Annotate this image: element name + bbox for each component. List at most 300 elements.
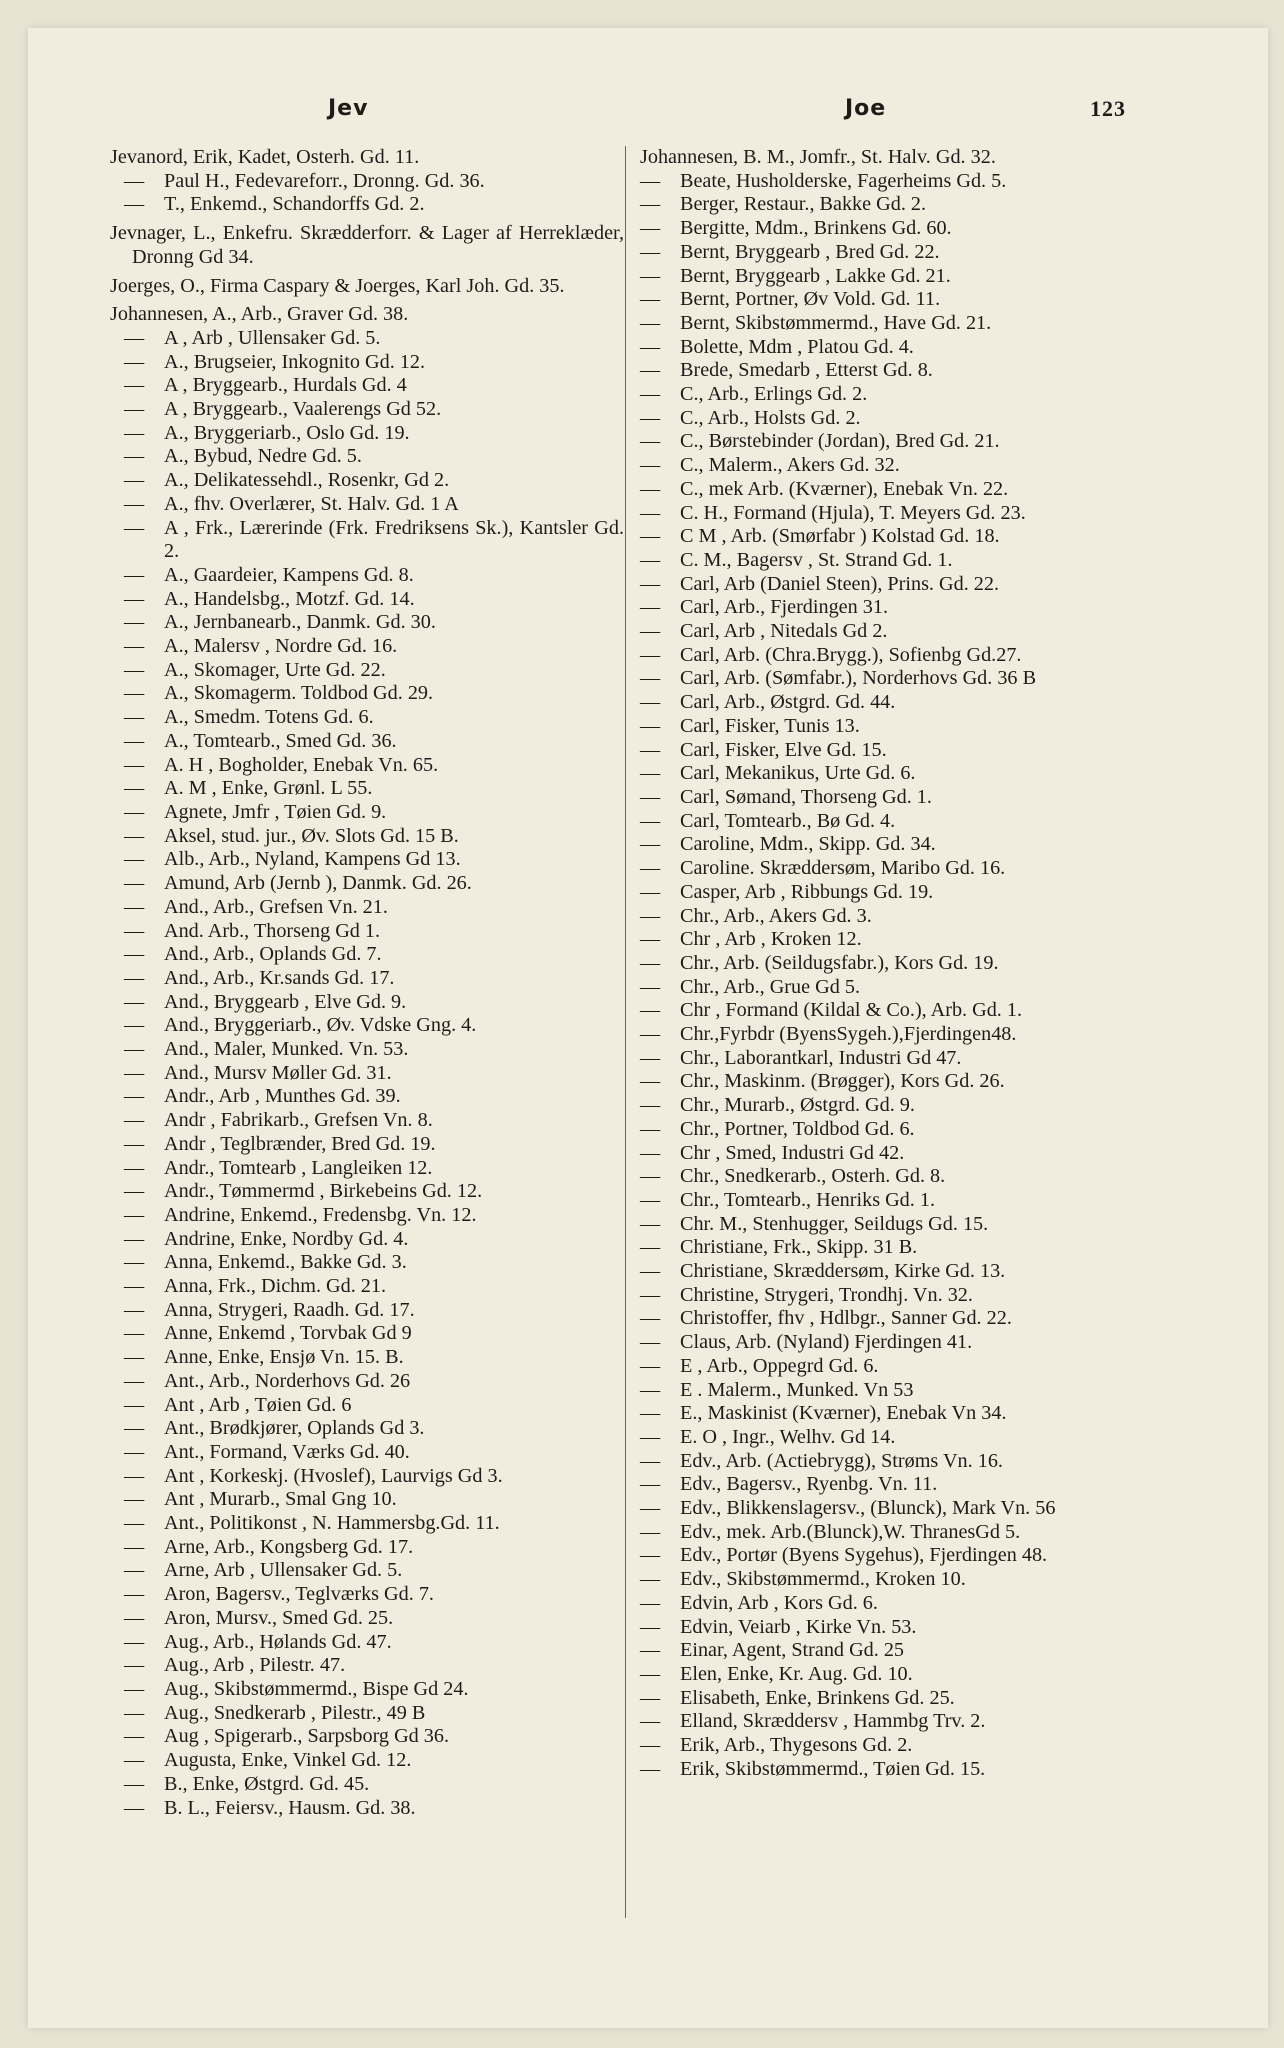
ditto-dash: — <box>124 587 145 610</box>
directory-entry <box>640 312 1140 336</box>
ditto-dash: — <box>124 658 145 681</box>
directory-entry <box>640 288 1140 312</box>
directory-entry <box>640 881 1140 905</box>
directory-entry <box>640 715 1140 739</box>
entry-text: Carl, Arb , Nitedals Gd 2. <box>680 620 888 643</box>
directory-entry <box>110 517 624 564</box>
entry-text: Aug., Arb , Pilestr. 47. <box>164 1654 346 1677</box>
entry-text: Chr., Tomtearb., Henriks Gd. 1. <box>680 1188 936 1211</box>
ditto-dash: — <box>640 1165 661 1188</box>
directory-entry <box>640 1070 1140 1094</box>
ditto-dash: — <box>124 1417 145 1440</box>
ditto-dash: — <box>640 359 661 382</box>
ditto-dash: — <box>124 374 145 397</box>
ditto-dash: — <box>124 193 145 216</box>
entry-text: A., Malersv , Nordre Gd. 16. <box>164 635 398 658</box>
ditto-dash: — <box>640 738 661 761</box>
directory-entry <box>110 777 624 801</box>
ditto-dash: — <box>124 326 145 349</box>
ditto-dash: — <box>124 777 145 800</box>
directory-entry <box>110 1275 624 1299</box>
entry-text: And., Maler, Munked. Vn. 53. <box>164 1038 409 1061</box>
directory-entry <box>110 1180 624 1204</box>
directory-entry <box>110 754 624 778</box>
ditto-dash: — <box>640 335 661 358</box>
ditto-dash: — <box>640 857 661 880</box>
ditto-dash: — <box>124 516 145 539</box>
directory-entry <box>640 1047 1140 1071</box>
ditto-dash: — <box>124 753 145 776</box>
entry-text: Erik, Skibstømmermd., Tøien Gd. 15. <box>680 1757 986 1780</box>
directory-entry <box>640 1094 1140 1118</box>
entry-text: Chr , Arb , Kroken 12. <box>680 928 862 951</box>
directory-entry <box>110 611 624 635</box>
ditto-dash: — <box>640 1188 661 1211</box>
entry-text: Edv., Arb. (Actiebrygg), Strøms Vn. 16. <box>680 1449 1003 1472</box>
entry-text: Chr., Maskinm. (Brøgger), Kors Gd. 26. <box>680 1070 1005 1093</box>
ditto-dash: — <box>124 1512 145 1535</box>
ditto-dash: — <box>640 1141 661 1164</box>
ditto-dash: — <box>124 800 145 823</box>
entry-text: Andr., Tømmermd , Birkebeins Gd. 12. <box>164 1180 483 1203</box>
directory-entry <box>110 146 624 170</box>
ditto-dash: — <box>124 1203 145 1226</box>
entry-text: Chr. M., Stenhugger, Seildugs Gd. 15. <box>680 1212 989 1235</box>
entry-text: A., Handelsbg., Motzf. Gd. 14. <box>164 587 415 610</box>
directory-entry <box>640 1473 1140 1497</box>
entry-text: Chr., Snedkerarb., Osterh. Gd. 8. <box>680 1165 946 1188</box>
directory-entry <box>110 1559 624 1583</box>
ditto-dash: — <box>640 951 661 974</box>
directory-entry <box>110 275 624 299</box>
directory-entry <box>640 833 1140 857</box>
ditto-dash: — <box>640 1568 661 1591</box>
directory-entry <box>640 1402 1140 1426</box>
ditto-dash: — <box>640 525 661 548</box>
entry-text: Carl, Fisker, Tunis 13. <box>680 714 860 737</box>
entry-text: C., mek Arb. (Kværner), Enebak Vn. 22. <box>680 477 1009 500</box>
entry-text: Elisabeth, Enke, Brinkens Gd. 25. <box>680 1686 955 1709</box>
ditto-dash: — <box>640 501 661 524</box>
entry-text: A., Gaardeier, Kampens Gd. 8. <box>164 563 414 586</box>
directory-entry <box>110 1488 624 1512</box>
directory-entry <box>640 241 1140 265</box>
entry-text: Anna, Enkemd., Bakke Gd. 3. <box>164 1251 407 1274</box>
directory-entry <box>640 146 1140 170</box>
directory-entry <box>110 1394 624 1418</box>
entry-text: Chr., Arb. (Seildugsfabr.), Kors Gd. 19. <box>680 951 999 974</box>
ditto-dash: — <box>640 643 661 666</box>
directory-entry <box>640 1165 1140 1189</box>
entry-text: Chr., Arb., Akers Gd. 3. <box>680 904 872 927</box>
entry-text: C M , Arb. (Smørfabr ) Kolstad Gd. 18. <box>680 525 1000 548</box>
entry-text: A., Skomagerm. Toldbod Gd. 29. <box>164 682 434 705</box>
entry-text: Edv., Bagersv., Ryenbg. Vn. 11. <box>680 1473 938 1496</box>
entry-text: Claus, Arb. (Nyland) Fjerdingen 41. <box>680 1331 973 1354</box>
entry-text: A., Tomtearb., Smed Gd. 36. <box>164 729 397 752</box>
ditto-dash: — <box>640 1260 661 1283</box>
entry-text: C. H., Formand (Hjula), T. Meyers Gd. 23. <box>680 501 1026 524</box>
entry-text: Carl, Arb., Fjerdingen 31. <box>680 596 889 619</box>
directory-entry <box>640 1450 1140 1474</box>
entry-text: And. Arb., Thorseng Gd 1. <box>164 919 381 942</box>
ditto-dash: — <box>124 1464 145 1487</box>
entry-text: C., Arb., Erlings Gd. 2. <box>680 383 868 406</box>
directory-entry <box>640 1331 1140 1355</box>
ditto-dash: — <box>124 1630 145 1653</box>
ditto-dash: — <box>640 880 661 903</box>
entry-text: Bernt, Bryggearb , Bred Gd. 22. <box>680 240 940 263</box>
directory-entry <box>110 682 624 706</box>
entry-text: Aksel, stud. jur., Øv. Slots Gd. 15 B. <box>164 824 459 847</box>
ditto-dash: — <box>124 1559 145 1582</box>
ditto-dash: — <box>640 169 661 192</box>
entry-text: C., Malerm., Akers Gd. 32. <box>680 454 900 477</box>
ditto-dash: — <box>640 1425 661 1448</box>
entry-text: Aug , Spigerarb., Sarpsborg Gd 36. <box>164 1725 450 1748</box>
ditto-dash: — <box>640 596 661 619</box>
ditto-dash: — <box>640 288 661 311</box>
ditto-dash: — <box>124 1132 145 1155</box>
ditto-dash: — <box>124 1654 145 1677</box>
directory-entry <box>640 999 1140 1023</box>
entry-text: A., Delikatessehdl., Rosenkr, Gd 2. <box>164 469 450 492</box>
ditto-dash: — <box>124 635 145 658</box>
ditto-dash: — <box>124 1322 145 1345</box>
ditto-dash: — <box>640 1710 661 1733</box>
entry-text: B. L., Feiersv., Hausm. Gd. 38. <box>164 1796 416 1819</box>
entry-text: Johannesen, A., Arb., Graver Gd. 38. <box>110 303 409 326</box>
directory-entry <box>110 1251 624 1275</box>
page-number: 123 <box>1090 96 1126 121</box>
directory-entry <box>640 359 1140 383</box>
entry-text: Alb., Arb., Nyland, Kampens Gd 13. <box>164 848 461 871</box>
directory-entry <box>640 1734 1140 1758</box>
ditto-dash: — <box>124 563 145 586</box>
ditto-dash: — <box>124 1156 145 1179</box>
directory-entry <box>640 1758 1140 1782</box>
entry-text: Paul H., Fedevareforr., Dronng. Gd. 36. <box>164 169 485 192</box>
entry-text: Carl, Arb. (Sømfabr.), Norderhovs Gd. 36 B <box>680 667 1037 690</box>
entry-text: Edv., mek. Arb.(Blunck),W. ThranesGd 5. <box>680 1520 1021 1543</box>
entry-text: Carl, Fisker, Elve Gd. 15. <box>680 738 887 761</box>
entry-text: And., Mursv Møller Gd. 31. <box>164 1061 392 1084</box>
directory-entry <box>110 659 624 683</box>
entry-text: Amund, Arb (Jernb ), Danmk. Gd. 26. <box>164 872 472 895</box>
directory-entry <box>110 1702 624 1726</box>
directory-entry <box>640 1355 1140 1379</box>
entry-text: A , Bryggearb., Vaalerengs Gd 52. <box>164 398 442 421</box>
running-head-left: Jev <box>328 96 369 121</box>
entry-text: And., Bryggearb , Elve Gd. 9. <box>164 990 407 1013</box>
entry-text: A., Skomager, Urte Gd. 22. <box>164 658 386 681</box>
entry-text: C. M., Bagersv , St. Strand Gd. 1. <box>680 548 953 571</box>
ditto-dash: — <box>640 1046 661 1069</box>
directory-entry <box>110 1014 624 1038</box>
entry-text: Carl, Sømand, Thorseng Gd. 1. <box>680 785 932 808</box>
ditto-dash: — <box>124 1038 145 1061</box>
ditto-dash: — <box>640 667 661 690</box>
ditto-dash: — <box>640 928 661 951</box>
directory-entry <box>640 667 1140 691</box>
entry-text: Chr.,Fyrbdr (ByensSygeh.),Fjerdingen48. <box>680 1023 1017 1046</box>
directory-entry <box>640 786 1140 810</box>
directory-entry <box>110 967 624 991</box>
directory-entry <box>110 872 624 896</box>
directory-entry <box>110 1536 624 1560</box>
directory-entry <box>110 1583 624 1607</box>
directory-entry <box>110 1654 624 1678</box>
directory-entry <box>110 1109 624 1133</box>
ditto-dash: — <box>124 895 145 918</box>
directory-entry <box>640 1663 1140 1687</box>
ditto-dash: — <box>640 1544 661 1567</box>
directory-entry <box>110 896 624 920</box>
directory-entry <box>110 170 624 194</box>
entry-text: Christoffer, fhv , Hdlbgr., Sanner Gd. 22. <box>680 1307 1012 1330</box>
entry-text: Aug., Skibstømmermd., Bispe Gd 24. <box>164 1678 469 1700</box>
directory-entry <box>110 825 624 849</box>
directory-entry <box>640 1497 1140 1521</box>
directory-entry <box>640 1426 1140 1450</box>
directory-entry <box>110 1346 624 1370</box>
ditto-dash: — <box>124 682 145 705</box>
directory-entry <box>640 1710 1140 1734</box>
ditto-dash: — <box>640 430 661 453</box>
directory-entry <box>640 217 1140 241</box>
ditto-dash: — <box>640 311 661 334</box>
directory-entry <box>640 383 1140 407</box>
ditto-dash: — <box>640 406 661 429</box>
directory-entry <box>640 430 1140 454</box>
directory-entry <box>640 502 1140 526</box>
ditto-dash: — <box>640 1283 661 1306</box>
entry-text: A. H , Bogholder, Enebak Vn. 65. <box>164 753 439 776</box>
ditto-dash: — <box>124 1796 145 1819</box>
ditto-dash: — <box>640 833 661 856</box>
entry-text: And., Arb., Grefsen Vn. 21. <box>164 895 388 918</box>
ditto-dash: — <box>640 1615 661 1638</box>
entry-text: Bernt, Bryggearb , Lakke Gd. 21. <box>680 264 951 287</box>
ditto-dash: — <box>124 1701 145 1724</box>
entry-text: Ant , Arb , Tøien Gd. 6 <box>164 1393 352 1416</box>
entry-text: E . Malerm., Munked. Vn 53 <box>680 1378 914 1401</box>
ditto-dash: — <box>640 1236 661 1259</box>
directory-entry <box>640 407 1140 431</box>
ditto-dash: — <box>640 1402 661 1425</box>
ditto-dash: — <box>124 872 145 895</box>
ditto-dash: — <box>640 217 661 240</box>
entry-text: E. O , Ingr., Welhv. Gd 14. <box>680 1425 896 1448</box>
entry-text: Andrine, Enke, Nordby Gd. 4. <box>164 1227 409 1250</box>
entry-text: Edv., Skibstømmermd., Kroken 10. <box>680 1568 966 1591</box>
directory-entry <box>110 222 624 269</box>
entry-text: Andr., Arb , Munthes Gd. 39. <box>164 1085 401 1108</box>
directory-entry <box>110 1631 624 1655</box>
directory-entry <box>110 1062 624 1086</box>
directory-entry <box>110 351 624 375</box>
directory-entry <box>640 739 1140 763</box>
ditto-dash: — <box>124 1535 145 1558</box>
directory-entry <box>640 1568 1140 1592</box>
directory-entry <box>110 635 624 659</box>
directory-entry <box>110 398 624 422</box>
directory-entry <box>110 1417 624 1441</box>
entry-text: Andr , Fabrikarb., Grefsen Vn. 8. <box>164 1109 433 1132</box>
entry-text: Christiane, Skræddersøm, Kirke Gd. 13. <box>680 1260 1006 1283</box>
entry-text: Christiane, Frk., Skipp. 31 B. <box>680 1236 918 1259</box>
directory-entry <box>110 706 624 730</box>
ditto-dash: — <box>640 1331 661 1354</box>
ditto-dash: — <box>124 1725 145 1748</box>
ditto-dash: — <box>640 691 661 714</box>
entry-text: Arne, Arb , Ullensaker Gd. 5. <box>164 1559 403 1582</box>
entry-text: A., Smedm. Totens Gd. 6. <box>164 706 374 729</box>
ditto-dash: — <box>124 1061 145 1084</box>
ditto-dash: — <box>640 193 661 216</box>
directory-entry <box>110 1607 624 1631</box>
entry-text: Einar, Agent, Strand Gd. 25 <box>680 1639 905 1662</box>
ditto-dash: — <box>124 1678 145 1700</box>
entry-text: Chr., Arb., Grue Gd 5. <box>680 975 860 998</box>
entry-text: Chr , Formand (Kildal & Co.), Arb. Gd. 1. <box>680 999 1023 1022</box>
ditto-dash: — <box>640 548 661 571</box>
entry-text: Anne, Enkemd , Torvbak Gd 9 <box>164 1322 412 1345</box>
entry-text: B., Enke, Østgrd. Gd. 45. <box>164 1772 370 1795</box>
directory-entry <box>640 1544 1140 1568</box>
directory-entry <box>110 1228 624 1252</box>
entry-text: Chr , Smed, Industri Gd 42. <box>680 1141 905 1164</box>
ditto-dash: — <box>124 1583 145 1606</box>
directory-entry <box>110 1204 624 1228</box>
entry-text: Ant., Brødkjører, Oplands Gd 3. <box>164 1417 425 1440</box>
left-column <box>110 146 624 1820</box>
directory-entry <box>110 303 624 327</box>
ditto-dash: — <box>124 1085 145 1108</box>
entry-text: E., Maskinist (Kværner), Enebak Vn 34. <box>680 1402 1007 1425</box>
directory-entry <box>110 943 624 967</box>
directory-entry <box>110 1038 624 1062</box>
ditto-dash: — <box>124 1393 145 1416</box>
directory-entry <box>640 170 1140 194</box>
entry-text: Chr., Laborantkarl, Industri Gd 47. <box>680 1046 962 1069</box>
ditto-dash: — <box>640 1497 661 1520</box>
entry-text: Edv., Blikkenslagersv., (Blunck), Mark Vn. 56 <box>680 1497 1056 1520</box>
ditto-dash: — <box>124 966 145 989</box>
entry-text: A., Brugseier, Inkognito Gd. 12. <box>164 350 426 373</box>
ditto-dash: — <box>640 1070 661 1093</box>
directory-entry <box>640 1639 1140 1663</box>
entry-text: Andrine, Enkemd., Fredensbg. Vn. 12. <box>164 1203 477 1226</box>
directory-entry <box>110 588 624 612</box>
directory-entry <box>640 1687 1140 1711</box>
directory-entry <box>110 1322 624 1346</box>
entry-text: Aron, Mursv., Smed Gd. 25. <box>164 1606 394 1629</box>
entry-text: Erik, Arb., Thygesons Gd. 2. <box>680 1734 913 1757</box>
ditto-dash: — <box>124 706 145 729</box>
entry-text: Jevanord, Erik, Kadet, Osterh. Gd. 11. <box>110 146 420 168</box>
entry-text: Ant., Formand, Værks Gd. 40. <box>164 1440 410 1463</box>
ditto-dash: — <box>124 1749 145 1772</box>
entry-text: A., Bryggeriarb., Oslo Gd. 19. <box>164 421 410 444</box>
ditto-dash: — <box>124 1109 145 1132</box>
ditto-dash: — <box>640 1686 661 1709</box>
ditto-dash: — <box>124 1346 145 1369</box>
ditto-dash: — <box>640 1591 661 1614</box>
entry-text: Johannesen, B. M., Jomfr., St. Halv. Gd. 32. <box>640 146 996 168</box>
ditto-dash: — <box>124 1251 145 1274</box>
ditto-dash: — <box>640 1520 661 1543</box>
directory-entry <box>110 445 624 469</box>
directory-entry <box>110 193 624 217</box>
entry-text: A. M , Enke, Grønl. L 55. <box>164 777 373 800</box>
ditto-dash: — <box>640 975 661 998</box>
directory-entry <box>110 1773 624 1797</box>
ditto-dash: — <box>640 714 661 737</box>
entry-text: Elland, Skræddersv , Hammbg Trv. 2. <box>680 1710 986 1733</box>
directory-entry <box>640 1236 1140 1260</box>
entry-text: A , Frk., Lærerinde (Frk. Fredriksens Sk.), Kantsler Gd. 2. <box>164 516 624 563</box>
directory-entry <box>110 1749 624 1773</box>
directory-entry <box>640 928 1140 952</box>
entry-text: Jevnager, L., Enkefru. Skrædderforr. & Lager af Herreklæder, Dronng Gd 34. <box>110 222 624 268</box>
entry-text: Joerges, O., Firma Caspary & Joerges, Karl Joh. Gd. 35. <box>110 274 565 297</box>
directory-entry <box>640 525 1140 549</box>
ditto-dash: — <box>640 477 661 500</box>
ditto-dash: — <box>124 492 145 515</box>
running-head-middle: Joe <box>845 96 887 121</box>
directory-entry <box>640 1118 1140 1142</box>
entry-text: Chr., Portner, Toldbod Gd. 6. <box>680 1117 915 1140</box>
directory-entry <box>110 1441 624 1465</box>
entry-text: Chr., Murarb., Østgrd. Gd. 9. <box>680 1094 915 1117</box>
directory-entry <box>110 801 624 825</box>
entry-text: Caroline, Mdm., Skipp. Gd. 34. <box>680 833 936 856</box>
ditto-dash: — <box>124 1014 145 1037</box>
right-column <box>640 146 1140 1782</box>
entry-text: And., Arb., Oplands Gd. 7. <box>164 943 382 966</box>
ditto-dash: — <box>124 919 145 942</box>
ditto-dash: — <box>640 1473 661 1496</box>
directory-entry <box>110 848 624 872</box>
directory-entry <box>640 265 1140 289</box>
directory-entry <box>110 730 624 754</box>
directory-entry <box>640 762 1140 786</box>
entry-text: Carl, Tomtearb., Bø Gd. 4. <box>680 809 896 832</box>
directory-entry <box>640 1307 1140 1331</box>
entry-text: Ant , Korkeskj. (Hvoslef), Laurvigs Gd 3. <box>164 1464 503 1487</box>
entry-text: C., Arb., Holsts Gd. 2. <box>680 406 861 429</box>
entry-text: Elen, Enke, Kr. Aug. Gd. 10. <box>680 1663 913 1685</box>
directory-entry <box>110 1157 624 1181</box>
directory-entry <box>110 493 624 517</box>
ditto-dash: — <box>124 1275 145 1298</box>
directory-entry <box>640 1189 1140 1213</box>
directory-entry <box>640 620 1140 644</box>
directory-entry <box>640 1592 1140 1616</box>
entry-text: T., Enkemd., Schandorffs Gd. 2. <box>164 193 425 216</box>
entry-text: Aug., Snedkerarb , Pilestr., 49 B <box>164 1701 426 1724</box>
directory-entry <box>110 920 624 944</box>
ditto-dash: — <box>640 1639 661 1662</box>
directory-entry <box>110 1678 624 1702</box>
directory-entry <box>110 1370 624 1394</box>
entry-text: Andr., Tomtearb , Langleiken 12. <box>164 1156 433 1179</box>
entry-text: Bolette, Mdm , Platou Gd. 4. <box>680 335 914 358</box>
directory-entry <box>110 564 624 588</box>
entry-text: Bergitte, Mdm., Brinkens Gd. 60. <box>680 217 952 240</box>
ditto-dash: — <box>124 943 145 966</box>
